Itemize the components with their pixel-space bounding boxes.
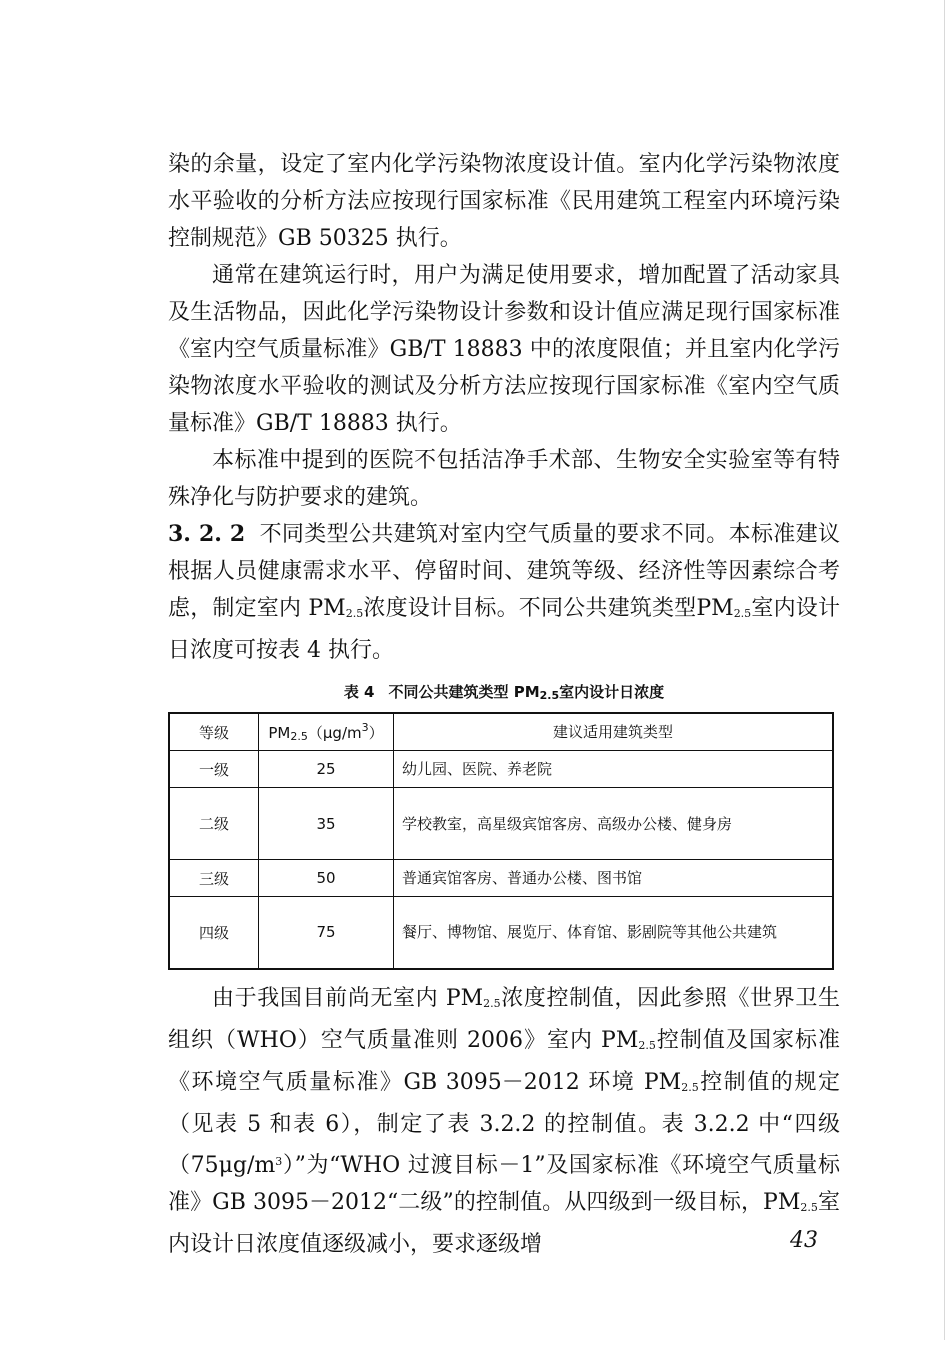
table-row (169, 751, 833, 788)
superscript: 3 (275, 1154, 283, 1168)
subscript: 2.5 (539, 689, 560, 702)
header-grade: 等级 (169, 713, 259, 751)
page-number: 43 (790, 1228, 818, 1253)
cell-types: 普通宾馆客房、普通办公楼、图书馆 (394, 860, 834, 897)
paragraph-2: 通常在建筑运行时，用户为满足使用要求，增加配置了活动家具及生活物品，因此化学污染物设计参数和设计值应满足现行国家标准《室内空气质量标准》GB/T 18883 中的浓度限值；并且室内化学污染物浓度水平验收的测试及分析方法应按现行国家标准《室内空气质量标准》GB/T 18883 执行。 (168, 263, 840, 436)
subscript: 2.5 (800, 1200, 818, 1214)
cell-grade: 三级 (169, 860, 259, 897)
cell-value: 50 (259, 860, 394, 897)
cell-grade: 四级 (169, 897, 259, 969)
page-body (168, 146, 840, 1263)
subscript: 2.5 (345, 607, 364, 620)
paragraph-section-3-2-2 (168, 516, 840, 669)
cell-types: 餐厅、博物馆、展览厅、体育馆、影剧院等其他公共建筑 (394, 897, 834, 969)
caption-text: 不同公共建筑类型 PM (388, 683, 540, 701)
text-segment: 浓度控制值，因此参照《世界卫生组织（WHO）空气质量准则 2006》室内 PM (168, 985, 840, 1053)
text-segment: 室内设计日浓度值逐级减小，要求逐级增 (168, 1189, 840, 1257)
text-segment: 不同类型公共建筑对室内空气质量的要求不同。本标准建议根据人员健康需求水平、停留时间、建筑等级、经济性等因素综合考虑，制定室内 PM (168, 522, 840, 621)
table-number: 表 4 (343, 683, 375, 701)
cell-value: 25 (259, 751, 394, 788)
text-segment: 由于我国目前尚无室内 PM (212, 985, 484, 1011)
section-number: 3. 2. 2 (168, 521, 246, 547)
cell-types: 幼儿园、医院、养老院 (394, 751, 834, 788)
text-segment: 控制值的规定（见表 5 和表 6），制定了表 3.2.2 的控制值。表 3.2.2 中“四级（75μg/m (168, 1069, 840, 1178)
table-row (169, 788, 833, 860)
subscript: 2.5 (733, 607, 752, 620)
header-building-types: 建议适用建筑类型 (394, 713, 834, 751)
paragraph-5 (168, 980, 840, 1263)
paragraph-3: 本标准中提到的医院不包括洁净手术部、生物安全实验室等有特殊净化与防护要求的建筑。 (168, 448, 840, 510)
cell-types: 学校教室，高星级宾馆客房、高级办公楼、健身房 (394, 788, 834, 860)
text-segment: 控制值及国家标准《环境空气质量标准》GB 3095－2012 环境 PM (168, 1027, 840, 1095)
table-row (169, 860, 833, 897)
pm25-grade-table (168, 712, 834, 970)
header-text: （μg/m (307, 724, 362, 742)
table-caption (168, 681, 840, 702)
cell-grade: 二级 (169, 788, 259, 860)
subscript: 2.5 (681, 1080, 699, 1094)
header-pm25 (259, 713, 394, 751)
header-text: PM (268, 724, 291, 742)
text-segment: ）”为“WHO 过渡目标－1”及国家标准《环境空气质量标准》GB 3095－2012“二级”的控制值。从四级到一级目标，PM (168, 1152, 840, 1215)
text-segment: 室内设计日浓度可按表 4 执行。 (168, 596, 840, 663)
text-segment: 浓度设计目标。不同公共建筑类型PM (363, 596, 734, 621)
cell-value: 75 (259, 897, 394, 969)
table-row (169, 897, 833, 969)
table-header-row (169, 713, 833, 751)
cell-value: 35 (259, 788, 394, 860)
paragraph-1: 染的余量，设定了室内化学污染物浓度设计值。室内化学污染物浓度水平验收的分析方法应按现行国家标准《民用建筑工程室内环境污染控制规范》GB 50325 执行。 (168, 152, 840, 251)
header-text: ） (368, 724, 384, 742)
subscript: 2.5 (290, 730, 308, 743)
superscript: 3 (361, 721, 369, 734)
caption-text: 室内设计日浓度 (559, 683, 665, 701)
cell-grade: 一级 (169, 751, 259, 788)
subscript: 2.5 (483, 996, 501, 1010)
subscript: 2.5 (638, 1038, 656, 1052)
